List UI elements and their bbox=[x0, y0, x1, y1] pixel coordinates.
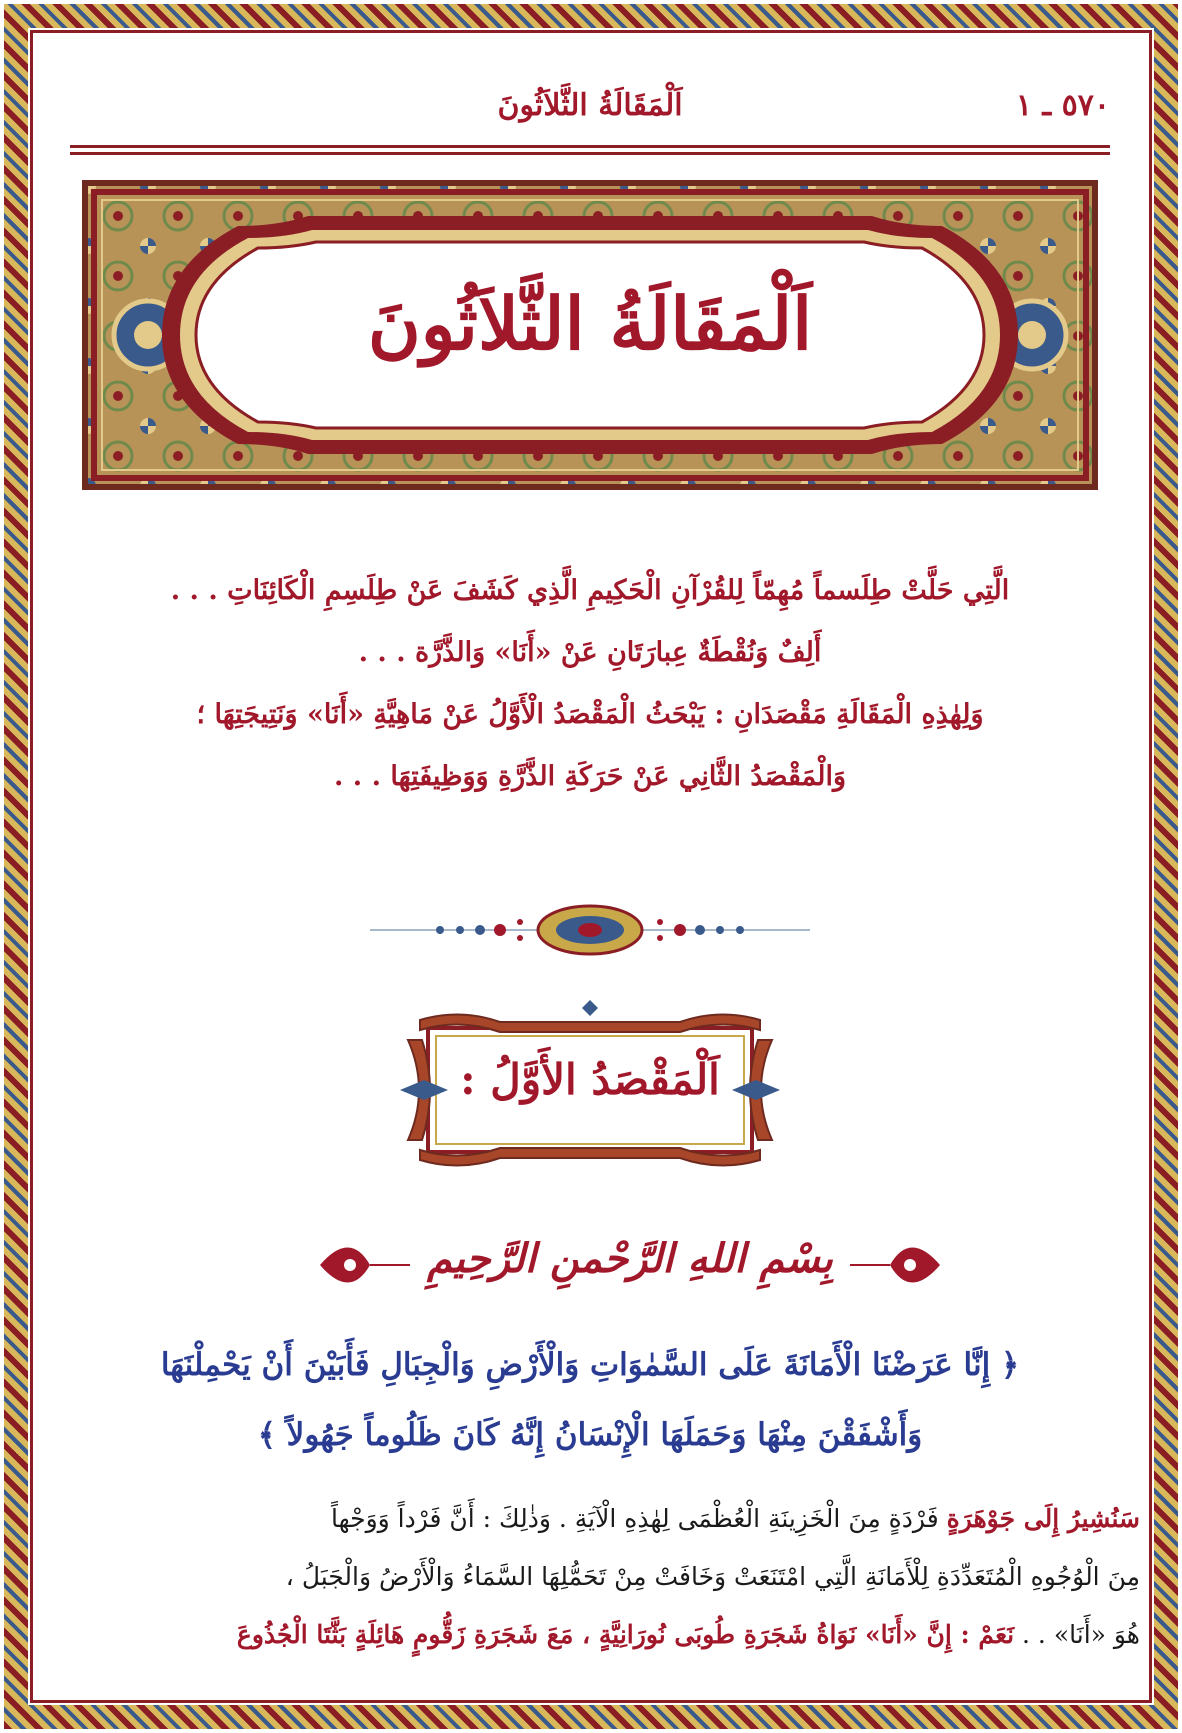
body-line bbox=[110, 1490, 1140, 1548]
intro-line: الَّتِي حَلَّتْ طِلَسماً مُهِمّاً لِلقُرْآنِ الْحَكِيمِ الَّذِي كَشَفَ عَنْ طِلَسِمِ الْكَائِنَاتِ . . . bbox=[170, 575, 1010, 606]
intro-line: وَلِهٰذِهِ الْمَقَالَةِ مَقْصَدَانِ : يَبْحَثُ الْمَقْصَدُ الْأَوَّلُ عَنْ مَاهِيَّةِ «أَنَا» وَنَتِيجَتِهَا ؛ bbox=[196, 699, 984, 730]
highlight-text: نَعَمْ : إِنَّ «أَنَا» نَوَاةُ شَجَرَةِ طُوبَى نُورَانِيَّةٍ ، مَعَ شَجَرَةِ زَقُّومٍ هَائِلَةٍ بَثَّتَا الْجُذُوعَ bbox=[236, 1620, 1015, 1649]
intro-line: وَالْمَقْصَدُ الثَّانِي عَنْ حَرَكَةِ الذَّرَّةِ وَوَظِيفَتِهَا . . . bbox=[334, 761, 846, 792]
intro-paragraph bbox=[130, 560, 1050, 808]
body-line bbox=[110, 1606, 1140, 1664]
page bbox=[40, 40, 1142, 1693]
header-rule bbox=[70, 145, 1110, 155]
section-title: اَلْمَقْصَدُ الأَوَّلُ : bbox=[460, 1055, 720, 1104]
article-title: اَلْمَقَالَةُ الثَّلاَثُونَ bbox=[367, 281, 813, 366]
body-line: مِنَ الْوُجُوهِ الْمُتَعَدِّدَةِ لِلْأَمَانَةِ الَّتِي امْتَنَعَتْ وَخَافَتْ مِنْ تَحَمُّلِهَا السَّمَاءُ وَالْأَرْضُ وَالْجَبَلُ ، bbox=[285, 1562, 1140, 1591]
body-paragraph bbox=[110, 1490, 1140, 1664]
verse-line: ﴿ إِنَّا عَرَضْنَا الْأَمَانَةَ عَلَى السَّمٰوَاتِ وَالْأَرْضِ وَالْجِبَالِ فَأَبَيْنَ أَنْ يَحْمِلْنَهَا bbox=[160, 1347, 1020, 1383]
highlight-text: سَنُشِيرُ إِلَى جَوْهَرَةٍ bbox=[946, 1504, 1140, 1533]
body-text: هُوَ «أَنَا» . . bbox=[1014, 1620, 1140, 1649]
ornamental-divider bbox=[370, 900, 810, 960]
basmala-text: بِسْمِ اللهِ الرَّحْمنِ الرَّحِيمِ bbox=[427, 1235, 833, 1282]
basmala-block bbox=[310, 1220, 950, 1310]
page-number: ٥٧٠ ـ ١ bbox=[1015, 88, 1110, 123]
body-text: فَرْدَةٍ مِنَ الْخَزِينَةِ الْعُظْمَى لِهٰذِهِ الْآيَةِ . وَذٰلِكَ : أَنَّ فَرْداً وَوَجْهاً bbox=[330, 1504, 947, 1533]
section-heading-box bbox=[400, 1000, 780, 1180]
verse-line: وَأَشْفَقْنَ مِنْهَا وَحَمَلَهَا الْإِنْسَانُ إِنَّهُ كَانَ ظَلُوماً جَهُولاً ﴾ bbox=[257, 1417, 923, 1453]
page-header bbox=[70, 88, 1110, 138]
intro-line: أَلِفٌ وَنُقْطَةٌ عِبارَتَانِ عَنْ «أَنَا» وَالذَّرَّة . . . bbox=[358, 637, 822, 668]
quran-verse bbox=[130, 1330, 1050, 1470]
title-panel bbox=[82, 180, 1098, 490]
running-title: اَلْمَقَالَةُ الثَّلاَثُونَ bbox=[497, 88, 683, 123]
